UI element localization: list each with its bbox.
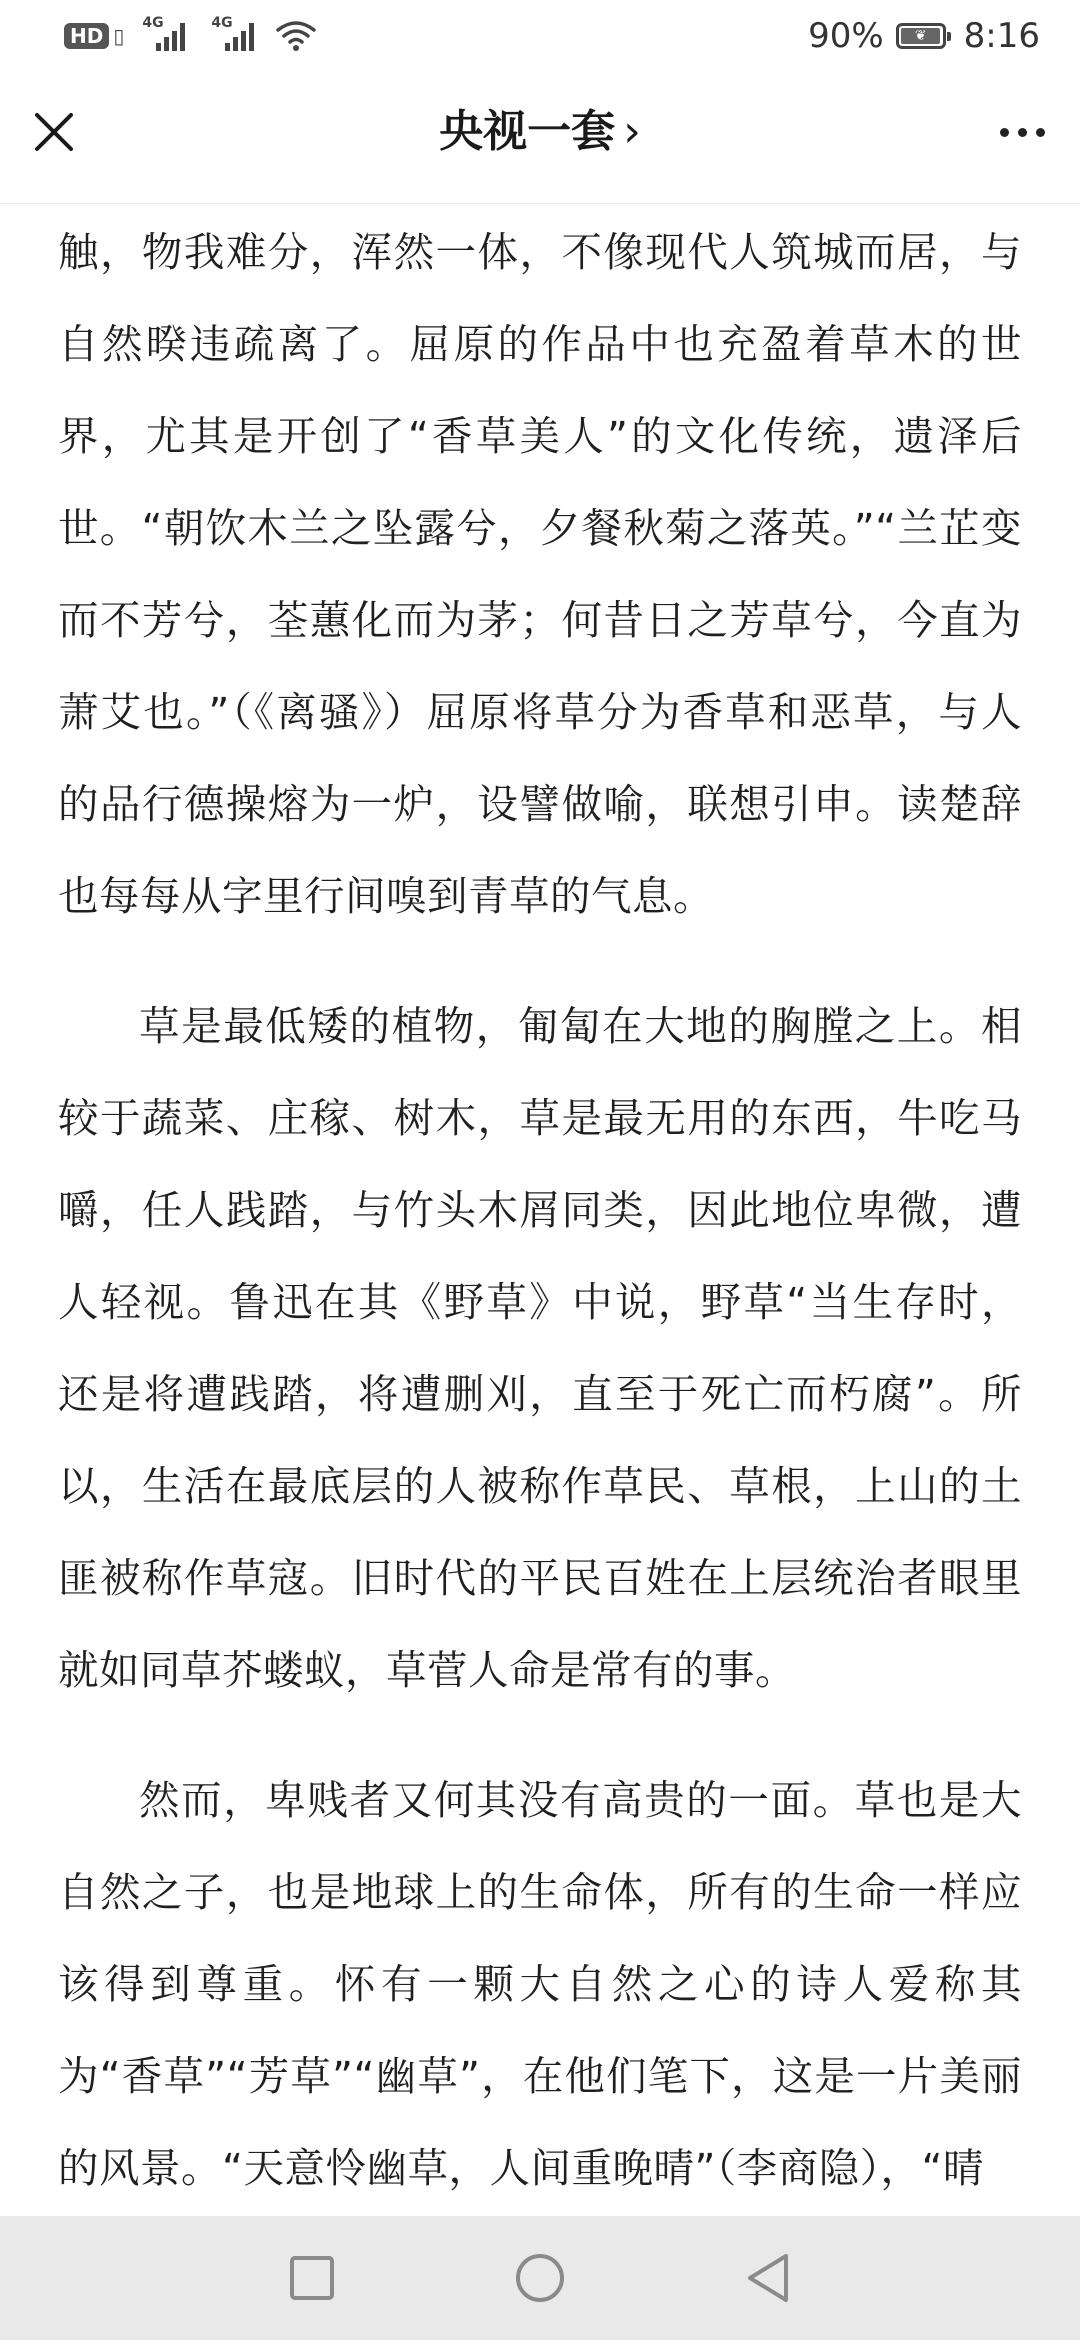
- more-options-button[interactable]: [992, 102, 1052, 162]
- home-button[interactable]: [510, 2248, 570, 2308]
- circle-icon: [514, 2252, 566, 2304]
- status-left: [64, 15, 316, 52]
- status-time: 8:16: [963, 16, 1040, 56]
- article-paragraph: 触，物我难分，浑然一体，不像现代人筑城而居，与自然暌违疏离了。屈原的作品中也充盈着草木的世界，尤其是开创了“香草美人”的文化传统，遗泽后世。“朝饮木兰之坠露兮，夕餐秋菊之落英。”“兰芷变而不芳兮，荃蕙化而为茅；何昔日之芳草兮，今直为萧艾也。”（《离骚》）屈原将草分为香草和恶草，与人的品行德操熔为一炉，设譬做喻，联想引申。读楚辞也每每从字里行间嗅到青草的气息。: [58, 228, 1022, 920]
- wifi-icon: [276, 20, 316, 52]
- article-body: [58, 204, 1022, 2216]
- recent-apps-button[interactable]: [282, 2248, 342, 2308]
- account-title-link[interactable]: [0, 102, 1080, 162]
- system-navigation-bar: [0, 2216, 1080, 2340]
- battery-icon: [896, 23, 946, 49]
- status-right: [808, 16, 1040, 56]
- network-type-label: 4G: [142, 15, 164, 31]
- network-type-label-2: 4G: [211, 15, 233, 31]
- cellular-signal-icon: [142, 15, 185, 51]
- chevron-right-icon: ›: [623, 106, 641, 157]
- status-bar: [0, 0, 1080, 72]
- triangle-back-icon: [744, 2252, 792, 2304]
- hd-call-icon: ▯: [113, 24, 125, 48]
- page-header: [0, 72, 1080, 204]
- battery-percent: 90%: [808, 16, 884, 56]
- back-button[interactable]: [738, 2248, 798, 2308]
- more-dots-icon: [1000, 128, 1009, 137]
- article-paragraph: 草是最低矮的植物，匍匐在大地的胸膛之上。相较于蔬菜、庄稼、树木，草是最无用的东西，牛吃马嚼，任人践踏，与竹头木屑同类，因此地位卑微，遭人轻视。鲁迅在其《野草》中说，野草“当生存时，还是将遭践踏，将遭删刈，直至于死亡而朽腐”。所以，生活在最底层的人被称作草民、草根，上山的土匪被称作草寇。旧时代的平民百姓在上层统治者眼里就如同草芥蝼蚁，草菅人命是常有的事。: [58, 1002, 1022, 1694]
- square-icon: [288, 2254, 336, 2302]
- article-paragraph: 然而，卑贱者又何其没有高贵的一面。草也是大自然之子，也是地球上的生命体，所有的生命一样应该得到尊重。怀有一颗大自然之心的诗人爱称其为“香草”“芳草”“幽草”，在他们笔下，这是一片美丽的风景。“天意怜幽草，人间重晚晴”（李商隐），“晴: [58, 1776, 1022, 2192]
- page-title: 央视一套: [439, 106, 616, 157]
- power-saving-leaf-icon: ❦: [914, 28, 927, 44]
- cellular-signal-icon-2: [211, 15, 254, 51]
- hd-badge: HD: [64, 23, 109, 49]
